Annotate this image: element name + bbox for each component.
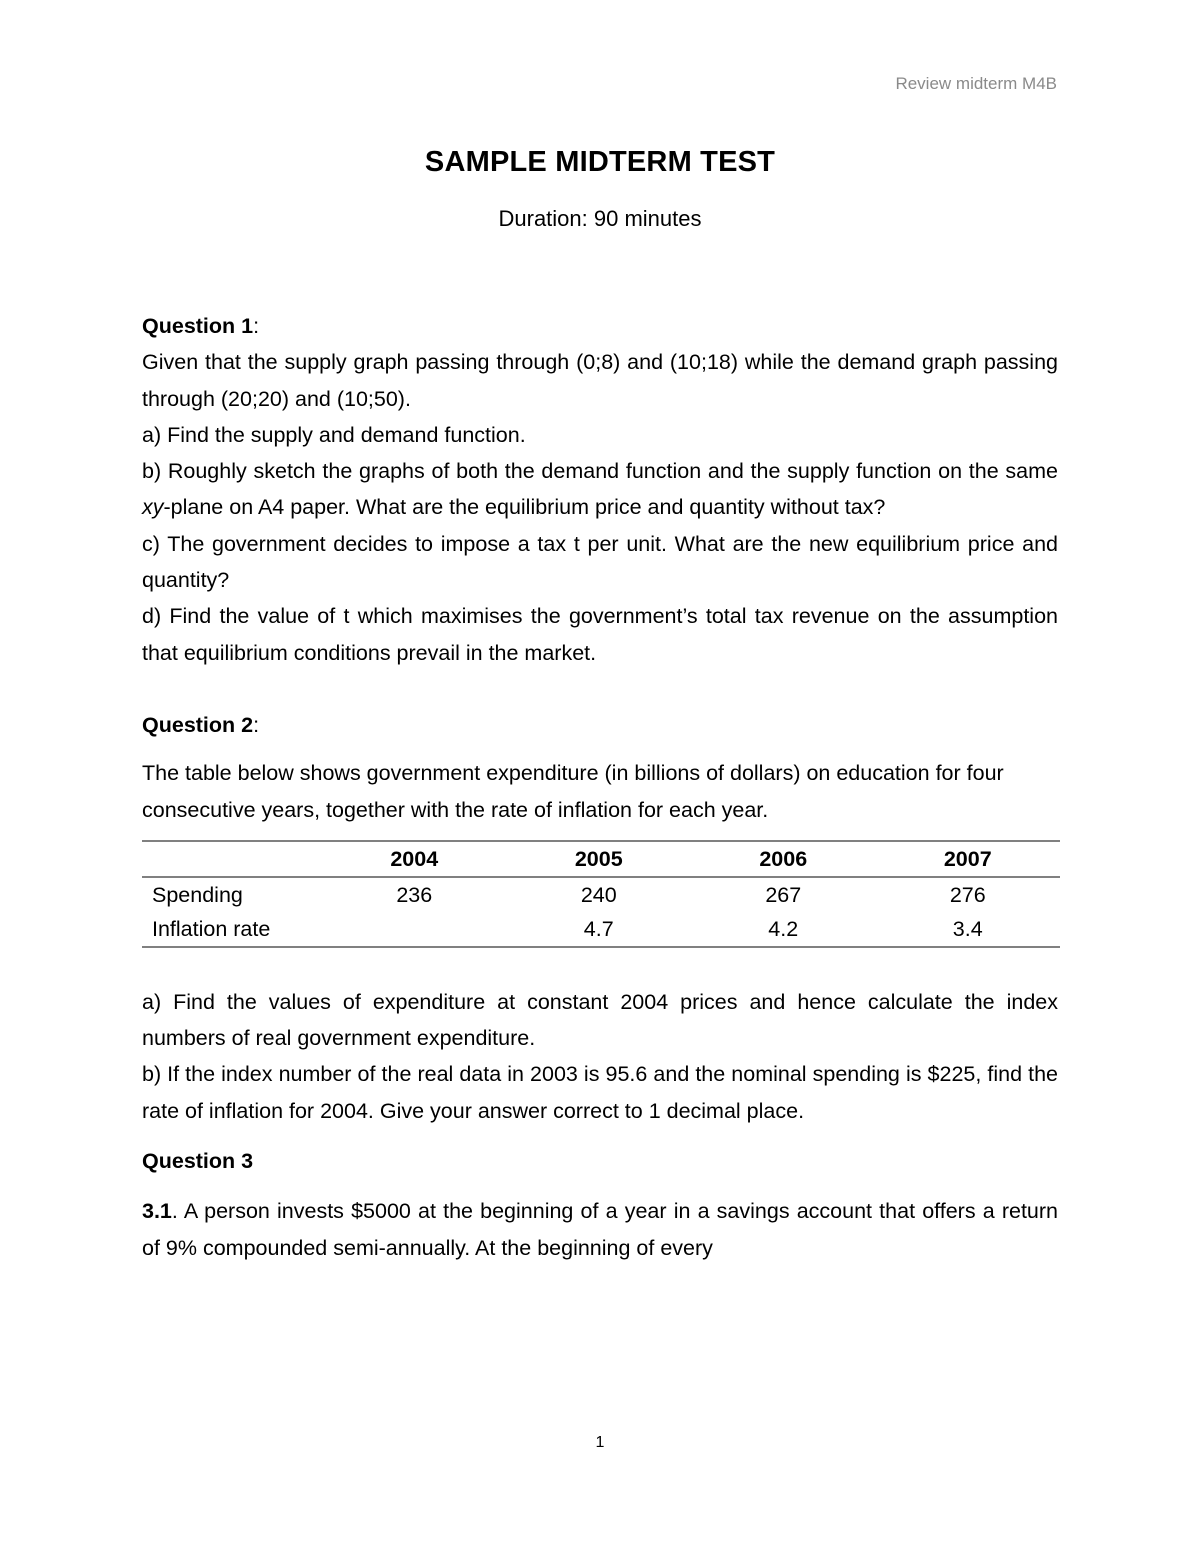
question-2-colon: : [253, 712, 260, 737]
page-number: 1 [595, 1434, 605, 1451]
table-row-label: Inflation rate [152, 916, 271, 941]
duration-text: Duration: 90 minutes [498, 206, 702, 231]
table-cell: 236 [396, 882, 433, 907]
question-1-part-b-start: b) Roughly sketch the graphs of both the demand function and the supply function on the same [142, 459, 1058, 484]
table-cell: 4.2 [768, 916, 799, 941]
question-1-part-b-end: -plane on A4 paper. What are the equilibrium price and quantity without tax? [163, 495, 886, 520]
question-3-heading: Question 3 [142, 1149, 254, 1174]
question-3-1-label: 3.1 [142, 1199, 172, 1224]
document-body [142, 308, 1058, 1266]
table-cell [322, 912, 507, 947]
table-cell: 276 [949, 882, 986, 907]
table-header-cell [142, 841, 322, 877]
question-1-part-a: a) Find the supply and demand function. [142, 422, 526, 447]
question-1-part-b [142, 453, 1058, 526]
question-3-1-text: . A person invests $5000 at the beginning of a year in a savings account that offers a return of 9% compounded semi-annually. At the beginning of every [142, 1199, 1058, 1260]
page-title: SAMPLE MIDTERM TEST [424, 146, 776, 178]
table-cell: 3.4 [952, 916, 983, 941]
table-row-label: Spending [152, 882, 243, 907]
table-header-row [142, 841, 1060, 877]
table-row [142, 877, 1060, 912]
question-1-colon: : [253, 314, 260, 338]
question-1-part-b-variable: xy [142, 495, 164, 520]
table-cell: 267 [765, 882, 802, 907]
expenditure-table [142, 840, 1060, 948]
header-note: Review midterm M4B [895, 74, 1057, 93]
question-2-part-b: b) If the index number of the real data in 2003 is 95.6 and the nominal spending is $225, find the rate of inflation for 2004. Give your answer correct to 1 decimal place. [142, 1062, 1058, 1123]
table-header-cell: 2004 [390, 846, 439, 871]
table-row [142, 912, 1060, 947]
table-header-cell: 2005 [574, 846, 623, 871]
table-header-cell: 2006 [759, 846, 808, 871]
question-2-part-a: a) Find the values of expenditure at constant 2004 prices and hence calculate the index numbers of real government expenditure. [142, 989, 1058, 1051]
question-2-title: Question 2 [142, 712, 254, 737]
table-cell: 240 [580, 882, 617, 907]
table-header-cell: 2007 [943, 846, 992, 871]
question-1-title: Question 1 [142, 314, 254, 338]
question-2-intro: The table below shows government expenditure (in billions of dollars) on education for four consecutive years, together with the rate of inflation for each year. [142, 761, 1004, 822]
question-3-1 [142, 1193, 1058, 1266]
question-1-part-d: d) Find the value of t which maximises the government’s total tax revenue on the assumption that equilibrium conditions prevail in the market. [142, 604, 1058, 665]
question-1-intro: Given that the supply graph passing through (0;8) and (10;18) while the demand graph passing through (20;20) and (10;50). [142, 350, 1058, 411]
table-cell: 4.7 [583, 916, 614, 941]
question-1-part-c: c) The government decides to impose a tax t per unit. What are the new equilibrium price and quantity? [142, 531, 1058, 593]
question-2-heading [142, 707, 1058, 743]
question-1-heading [142, 308, 1058, 344]
